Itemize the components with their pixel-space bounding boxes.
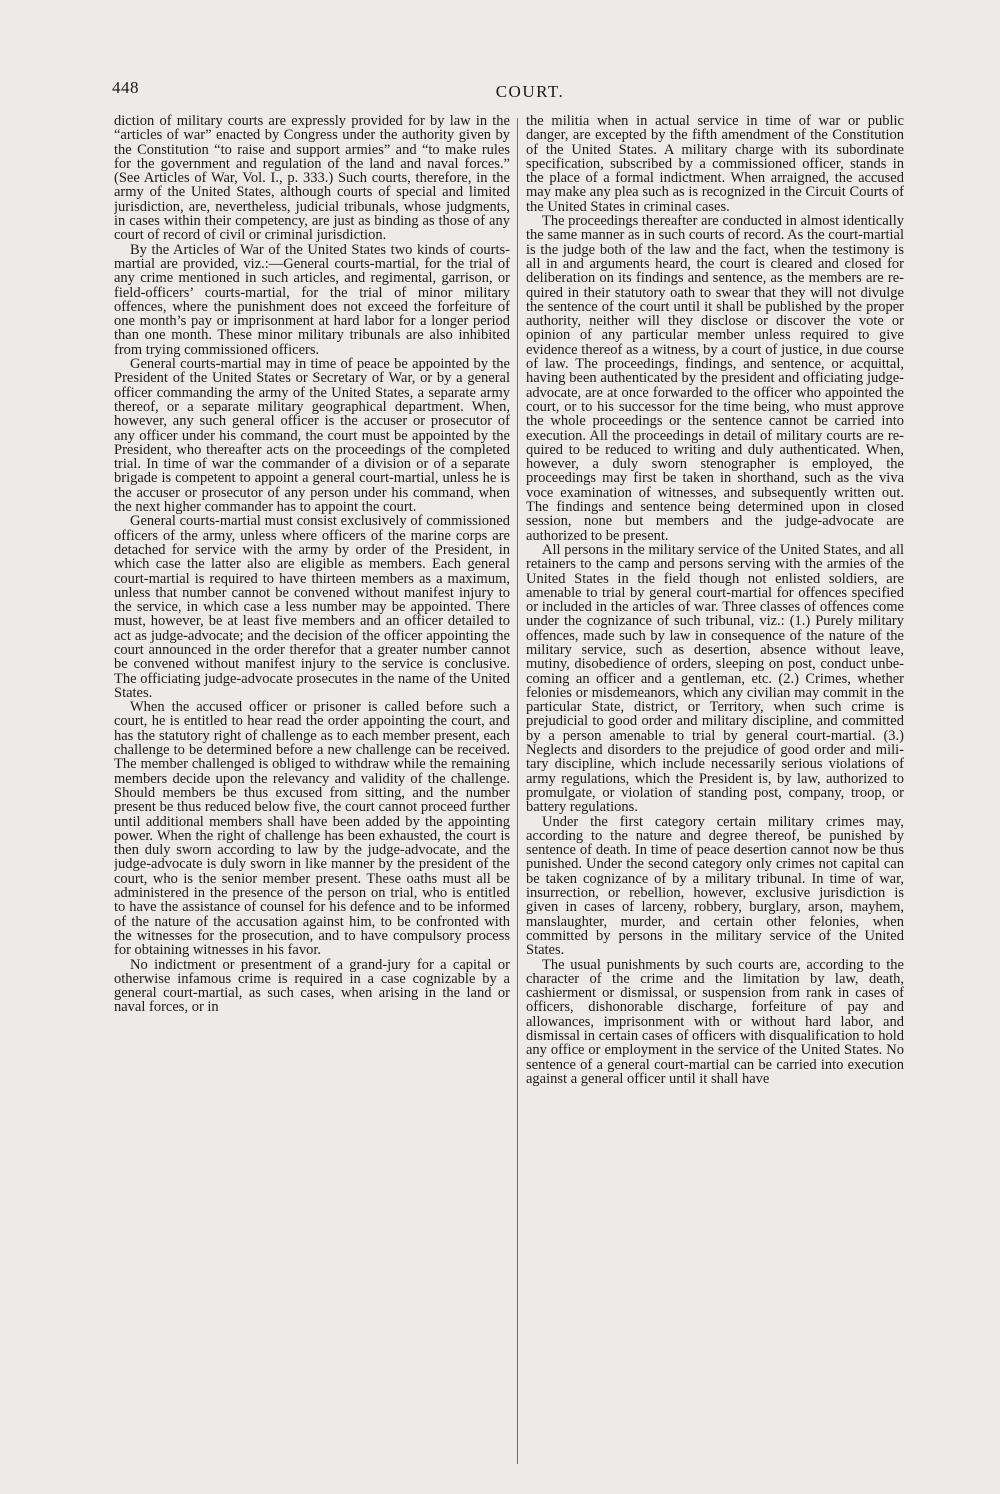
paragraph: The proceedings thereafter are conducted in almost identically the same manner as in such courts of record. As the court-martial is the judge both of the law and the fact, when the testimony is all in and arguments heard, the court is cleared and closed for deliberation on its findings and sentence, as the members are required in their statutory oath to swear that they will not divulge the sentence of the court until it shall be published by the proper authority, neither will they disclose or discover the vote or opinion of any particular member unless required to give evidence thereof as a witness, by a court of justice, in due course of law. The proceedings, findings, and sentence, or acquittal, having been authenticated by the president and officiating judge-advocate, are at once forwarded to the officer who appointed the court, or to his successor for the time being, who must approve the whole proceedings or the sentence cannot be carried into execution. All the proceedings in detail of military courts are required to be reduced to writing and duly authenticated. When, however, a duly sworn stenographer is employed, the proceedings may first be taken in shorthand, such as the viva voce examination of witnesses, and subsequently written out. The findings and sentence being determined upon in closed session, none but members and the judge-advocate are authorized to be present. [526,213,904,544]
paragraph: General courts-martial must consist exclusively of commissioned officers of the army, unless where officers of the marine corps are detached for service with the army by order of the President, in which case the latter also are eligible as members. Each general court-martial is required to have thirteen members as a maximum, unless that number cannot be convened without manifest injury to the service, in which case a less number may be appointed. There must, however, be at least five members and an officer detailed to act as judge-advocate; and the decision of the officer appointing the court announced in the order therefor that a greater number cannot be convened without manifest injury to the service is conclusive. The officiating judge-advocate prosecutes in the name of the United States. [114,513,510,701]
paragraph: diction of military courts are expressly provided for by law in the “articles of war” enacted by Congress under the authority given by the Constitution “to raise and support armies” and “to make rules for the government and regulation of the land and naval forces.” (See Articles of War, Vol. I., p. 333.) Such courts, therefore, in the army of the United States, although courts of special and limited jurisdiction, are, nevertheless, judicial tribunals, whose judgments, in cases within their competency, are just as binding as those of any court of record of civil or criminal jurisdiction. [114,114,510,244]
paragraph: When the accused officer or prisoner is called before such a court, he is entitled to hear read the order appointing the court, and has the statutory right of challenge as to each member present, each challenge to be determined before a new challenge can be received. The member challenged is obliged to withdraw while the remaining members decide upon the relevancy and validity of the challenge. Should members be thus excused from sitting, and the number present be thus reduced below five, the court cannot proceed further until additional members shall have been added by the appointing power. When the right of challenge has been exhausted, the court is then duly sworn according to law by the judge-advocate, and the judge-advocate is duly sworn in like manner by the president of the court, who is the senior member present. These oaths must all be administered in the presence of the person on trial, who is entitled to have the assistance of counsel for his defence and to be informed of the nature of the accusation against him, to be confronted with the witnesses for the prosecution, and to have compulsory process for obtaining witnesses in his favor. [114,699,510,959]
paragraph: No indictment or presentment of a grand-jury for a capital or otherwise infamous crime is required in a case cognizable by a general court-martial, as such cases, when arising in the land or naval forces, or in [114,956,510,1016]
left-column [114,114,510,1470]
paragraph: By the Articles of War of the United States two kinds of courts-martial are provided, viz.:—General courts-martial, for the trial of any crime mentioned in such articles, and regimental, garrison, or field-officers’ courts-martial, for the trial of minor military offences, where the punishment does not exceed the forfeiture of one month’s pay or imprisonment at hard labor for a longer period than one month. These minor military tribunals are also inhibited from trying commissioned officers. [114,241,510,358]
paragraph: The usual punishments by such courts are, according to the character of the crime and the limitation by law, death, cashierment or dismissal, or suspension from rank in cases of officers, dishonorable discharge, forfeiture of pay and allowances, imprisonment with or without hard labor, and dismissal in certain cases of officers with disqualification to hold any office or employment in the service of the United States. No sentence of a general court-martial can be carried into execution against a general officer until it shall have [526,956,904,1087]
paragraph: Under the first category certain military crimes may, according to the nature and degree thereof, be punished by sentence of death. In time of peace desertion cannot now be thus punished. Under the second category only crimes not capital can be taken cognizance of by a military tribunal. In time of war, insurrection, or rebellion, however, exclusive jurisdiction is given in cases of larceny, robbery, burglary, arson, mayhem, manslaughter, murder, and certain other felonies, when committed by persons in the military service of the United States. [526,813,904,959]
running-title: COURT. [495,82,565,101]
page-number: 448 [112,78,139,97]
column-divider [517,118,518,1464]
paragraph: All persons in the military service of the United States, and all retainers to the camp and persons serving with the armies of the United States in the field though not enlisted soldiers, are amenable to trial by general court-martial for offences specified or included in the articles of war. Three classes of offences come under the cognizance of such tribunal, viz.: (1.) Purely military offences, made such by law in consequence of the nature of the military service, such as desertion, absence without leave, mutiny, disobedience of orders, sleeping on post, conduct unbecoming an officer and a gentleman, etc. (2.) Crimes, whether felonies or misdemeanors, which any civilian may commit in the particular State, district, or Territory, when such crime is prejudicial to good order and military discipline, and committed by a person amenable to trial by general court-martial. (3.) Neglects and disorders to the prejudice of good order and military discipline, which include necessarily serious violations of army regulations, which the President is, by law, authorized to promulgate, or violation of standing post, company, troop, or battery regulations. [526,541,904,816]
paragraph: the militia when in actual service in time of war or public danger, are excepted by the fifth amendment of the Constitution of the United States. A military charge with its subordinate specification, subscribed by a commissioned officer, stands in the place of a formal indictment. When arraigned, the accused may make any plea such as is recognized in the Circuit Courts of the United States in criminal cases. [526,114,904,215]
right-column [526,114,904,1470]
paragraph: General courts-martial may in time of peace be appointed by the President of the United States or Secretary of War, or by a general officer commanding the army of the United States, a separate army thereof, or a separate military geographical department. When, however, any such general officer is the accuser or prosecutor of any officer under his command, the court must be appointed by the President, who thereafter acts on the proceedings of the completed trial. In time of war the commander of a division or of a separate brigade is competent to appoint a general court-martial, unless he is the accuser or prosecutor of any person under his command, when the next higher commander has to appoint the court. [114,356,510,516]
